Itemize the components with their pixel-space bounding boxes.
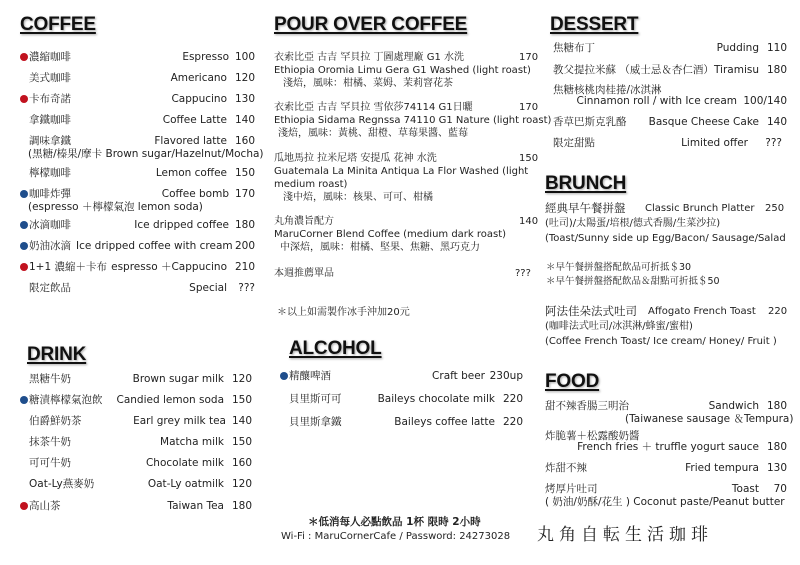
item-price: 120: [234, 72, 255, 84]
item-name-en: Earl grey milk tea: [133, 415, 226, 427]
pour-over-name-zh: 本週推薦單品: [274, 268, 334, 279]
item-name-zh: 黑糖牛奶: [29, 373, 71, 385]
item-name-en: Cinnamon roll / with Ice cream: [576, 95, 737, 107]
pour-over-flavor: 淺中焙，風味：核果、可可、柑橘: [283, 192, 433, 203]
blue-dot-icon: [20, 190, 28, 198]
item-name-zh: 咖啡炸彈: [29, 188, 71, 200]
pour-over-name-zh: 瓜地馬拉 拉米尼塔 安提瓜 花神 水洗: [274, 153, 437, 164]
item-name-zh: 香草巴斯克乳酪: [553, 116, 627, 128]
item-price: 140: [231, 415, 252, 427]
item-name-en: Coffee bomb: [161, 188, 229, 200]
red-dot-icon: [20, 53, 28, 61]
red-dot-icon: [20, 95, 28, 103]
brunch-note: ＊早午餐拼盤搭配飲品＆甜點可折抵＄50: [546, 276, 720, 287]
item-name-en: Toast: [731, 483, 759, 495]
item-name-zh: 限定飲品: [29, 282, 71, 294]
item-name-zh: 冰滴咖啡: [29, 219, 71, 231]
menu-item: [553, 84, 787, 110]
item-name-en: Craft beer: [432, 370, 485, 382]
item-name-zh: 限定甜點: [553, 137, 595, 149]
item-price: ???: [765, 137, 782, 149]
red-dot-icon: [20, 263, 28, 271]
alcohol-section: [289, 338, 382, 360]
item-name-zh: 卡布奇諾: [29, 93, 71, 105]
pour-over-name-en: MaruCorner Blend Coffee (medium dark roast): [274, 229, 507, 240]
pour-over-price: ???: [515, 268, 531, 279]
pour-over-name-zh: 衣索比亞 古吉 罕貝拉 丁圖處理廠 G1 水洗: [274, 52, 465, 63]
item-name-zh: 炸甜不辣: [545, 462, 587, 474]
item-name-zh: 甜不辣香腸三明治: [545, 400, 629, 412]
item-note: ( 奶油/奶酥/花生 ) Coconut paste/Peanut butter: [545, 496, 785, 508]
item-name-en: Chocolate milk: [145, 457, 224, 469]
item-price: 220: [502, 393, 523, 405]
item-name-en: French fries ＋ truffle yogurt sauce: [577, 441, 759, 453]
item-price: 170: [234, 188, 255, 200]
item-name-en: Lemon coffee: [155, 167, 227, 179]
pour-over-price: 150: [519, 153, 539, 164]
item-name-en: Ice dripped coffee with cream: [76, 240, 233, 252]
item-name-zh: 貝里斯拿鐵: [289, 416, 342, 428]
item-name-zh: 奶油冰滴: [29, 240, 71, 252]
item-price: 110: [766, 42, 787, 54]
item-note: (黑糖/榛果/摩卡 Brown sugar/Hazelnut/Mocha): [28, 148, 264, 160]
pour-over-name-zh: 丸角濃旨配方: [274, 216, 334, 227]
item-price: 220: [502, 416, 523, 428]
item-name-en: Matcha milk: [160, 436, 224, 448]
coffee-heading: COFFEE: [20, 14, 96, 35]
drink-heading: DRINK: [27, 344, 87, 365]
brunch-section: [545, 173, 626, 195]
pour-over-section: [274, 14, 467, 36]
item-name-en: Coffee Latte: [162, 114, 227, 126]
item-name-zh: 焦糖布丁: [553, 42, 595, 54]
item-price: 130: [766, 462, 787, 474]
item-name-zh: 拿鐵咖啡: [29, 114, 71, 126]
item-name-en: Baileys chocolate milk: [377, 393, 495, 405]
item-price: 150: [231, 436, 252, 448]
item-price: 210: [234, 261, 255, 273]
item-name-zh: 貝里斯可可: [289, 393, 342, 405]
brunch-platter-desc-zh: (吐司)/太陽蛋/培根/德式香腸/生菜沙拉): [545, 218, 721, 229]
blue-dot-icon: [280, 372, 288, 380]
pour-over-name-en: Ethiopia Sidama Regnssa 74110 G1 Nature (light roast): [274, 115, 552, 126]
item-price: 130: [234, 93, 255, 105]
pour-over-name-en: Ethiopia Oromia Limu Gera G1 Washed (light roast): [274, 65, 531, 76]
item-price: 180: [766, 64, 787, 76]
item-price: 180: [766, 400, 787, 412]
item-name-en: Special: [189, 282, 227, 294]
item-price: 160: [231, 457, 252, 469]
item-name-zh: 檸檬咖啡: [29, 167, 71, 179]
pour-over-flavor: 淺焙，風味：柑橘、菜姆、茉莉窨花茶: [283, 78, 453, 89]
item-price: 200: [234, 240, 255, 252]
item-name-zh: 可可牛奶: [29, 457, 71, 469]
item-name-zh: 美式咖啡: [29, 72, 71, 84]
item-name-zh: 1+1 濃縮＋卡布: [29, 261, 107, 273]
item-price: 140: [766, 116, 787, 128]
blue-dot-icon: [20, 221, 28, 229]
item-name-en: Taiwan Tea: [167, 500, 224, 512]
item-price: 150: [234, 167, 255, 179]
item-note: (Taiwanese sausage ＆Tempura): [625, 413, 794, 425]
item-name-en: Oat-Ly oatmilk: [147, 478, 224, 490]
item-name-en: Sandwich: [708, 400, 759, 412]
pour-over-price: 170: [519, 52, 539, 63]
item-name-en: Candied lemon soda: [116, 394, 224, 406]
item-name-zh: 調味拿鐵: [29, 135, 71, 147]
item-price: 150: [231, 394, 252, 406]
item-note: (espresso ＋檸檬氣泡 lemon soda): [28, 201, 203, 213]
pour-over-flavor: 中深焙，風味：柑橘、堅果、焦糖、黑巧克力: [280, 242, 480, 253]
item-price: 180: [766, 441, 787, 453]
pour-over-note: ＊以上如需製作冰手沖加20元: [277, 307, 410, 318]
item-name-zh: 伯爵鮮奶茶: [29, 415, 82, 427]
pour-over-price: 170: [519, 102, 539, 113]
item-price: ???: [238, 282, 255, 294]
pour-over-name-en-cont: medium roast): [274, 179, 348, 190]
brand-logo-text: 丸角自転生活珈琲: [537, 525, 713, 545]
brunch-platter-price: 250: [765, 203, 785, 214]
item-name-zh: 糖漬檸檬氣泡飲: [29, 394, 103, 406]
pour-over-price: 140: [519, 216, 539, 227]
pour-over-heading: POUR OVER COFFEE: [274, 14, 468, 35]
drink-section: [27, 344, 86, 366]
item-name-zh: 精釀啤酒: [289, 370, 331, 382]
item-price: 120: [231, 478, 252, 490]
item-name-en: Basque Cheese Cake: [648, 116, 759, 128]
item-name-zh: 抹茶牛奶: [29, 436, 71, 448]
item-name-zh: Oat-Ly燕麥奶: [29, 478, 95, 490]
pour-over-flavor: 淺焙，風味：黃桃、甜橙、草莓果醬、藍莓: [278, 128, 468, 139]
item-price: 100: [234, 51, 255, 63]
pour-over-name-en: Guatemala La Minita Antiqua La Flor Washed (light: [274, 166, 529, 177]
item-price: 70: [773, 483, 787, 495]
item-name-zh: 教父提拉米蘇 （威士忌＆杏仁酒）: [553, 64, 714, 76]
pour-over-name-zh: 衣索比亞 古吉 罕貝拉 雪依莎74114 G1日曬: [274, 102, 473, 113]
brunch-platter-name-en: Classic Brunch Platter: [645, 203, 755, 214]
item-name-en: Fried tempura: [685, 462, 759, 474]
item-name-en: espresso ＋Cappucino: [111, 261, 227, 273]
alcohol-heading: ALCOHOL: [289, 338, 382, 359]
item-price: 180: [234, 219, 255, 231]
item-name-en: Cappucino: [171, 93, 227, 105]
dessert-heading: DESSERT: [550, 14, 639, 35]
item-name-zh: 炸脆薯＋松露酸奶醬: [545, 430, 640, 442]
item-name-zh: 濃縮咖啡: [29, 51, 71, 63]
toast-name-zh: 阿法佳朵法式吐司: [545, 304, 637, 318]
food-section: [545, 371, 599, 393]
blue-dot-icon: [20, 242, 28, 250]
item-name-en: Pudding: [716, 42, 759, 54]
toast-desc-en: (Coffee French Toast/ Ice cream/ Honey/ Fruit ): [545, 336, 777, 347]
item-name-en: Tiramisu: [713, 64, 759, 76]
toast-name-en: Affogato French Toast: [648, 306, 756, 317]
blue-dot-icon: [20, 396, 28, 404]
item-price: 140: [234, 114, 255, 126]
minimum-charge-note: ＊低消每人必點飲品 1杯 限時 2小時: [308, 516, 481, 528]
food-heading: FOOD: [545, 371, 600, 392]
item-price: 230up: [489, 370, 523, 382]
item-name-en: Baileys coffee latte: [394, 416, 495, 428]
item-price: 100/140: [743, 95, 787, 107]
item-price: 160: [234, 135, 255, 147]
brunch-platter-desc-en: (Toast/Sunny side up Egg/Bacon/ Sausage/Salad: [545, 233, 786, 244]
dessert-section: [550, 14, 638, 36]
item-name-en: Limited offer: [681, 137, 748, 149]
item-name-zh: 烤厚片吐司: [545, 483, 598, 495]
item-name-en: Americano: [170, 72, 227, 84]
brunch-heading: BRUNCH: [545, 173, 627, 194]
item-price: 120: [231, 373, 252, 385]
item-name-en: Flavored latte: [154, 135, 227, 147]
coffee-section: [20, 14, 260, 36]
item-name-zh: 焦糖核桃肉桂捲/冰淇淋: [553, 84, 662, 96]
item-name-zh: 高山茶: [29, 500, 61, 512]
item-name-en: Ice dripped coffee: [134, 219, 229, 231]
wifi-info: Wi-Fi : MaruCornerCafe / Password: 24273028: [281, 531, 511, 542]
toast-price: 220: [768, 306, 788, 317]
brunch-note: ＊早午餐拼盤搭配飲品可折抵＄30: [546, 262, 692, 273]
brunch-platter-name-zh: 經典早午餐拼盤: [545, 201, 626, 215]
item-name-en: Brown sugar milk: [132, 373, 224, 385]
red-dot-icon: [20, 502, 28, 510]
item-price: 180: [231, 500, 252, 512]
item-name-en: Espresso: [182, 51, 229, 63]
menu-item: [545, 430, 787, 456]
toast-desc-zh: (咖啡法式吐司/冰淇淋/蜂蜜/蜜柑): [545, 321, 693, 332]
